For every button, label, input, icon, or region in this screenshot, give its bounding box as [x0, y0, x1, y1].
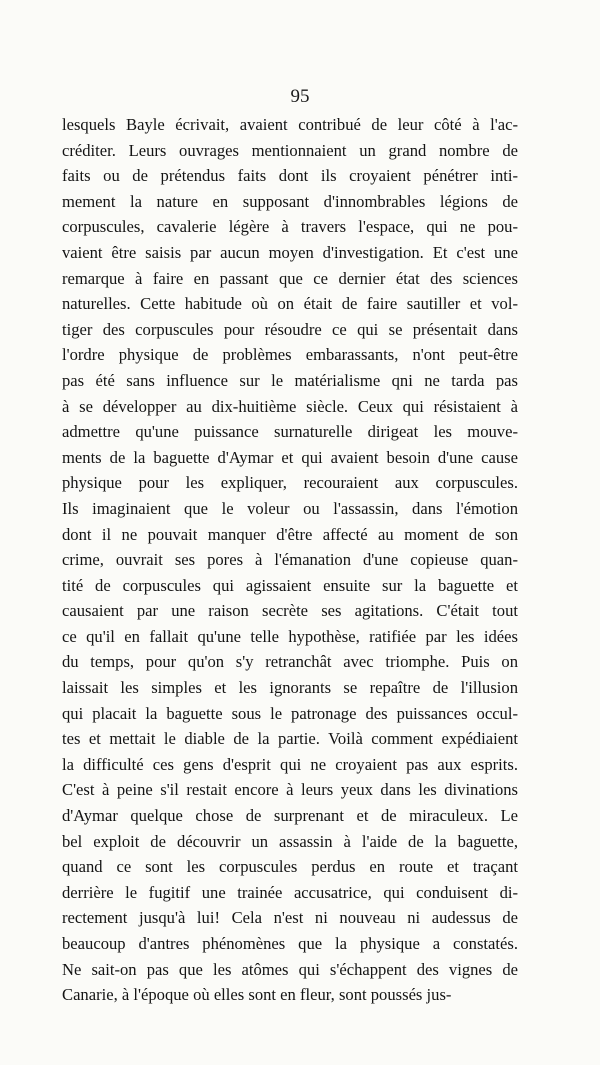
text-line: remarque à faire en passant que ce dernier état des sciences [62, 268, 518, 288]
text-line: créditer. Leurs ouvrages mentionnaient un grand nombre de [62, 140, 518, 160]
text-line: tité de corpuscules qui agissaient ensuite sur la baguette et [62, 575, 518, 595]
text-line: lesquels Bayle écrivait, avaient contribué de leur côté à l'ac- [62, 115, 518, 134]
text-line: tiger des corpuscules pour résoudre ce qui se présentait dans [62, 319, 518, 339]
text-line: ments de la baguette d'Aymar et qui avaient besoin d'une cause [62, 447, 518, 467]
text-line: faits ou de prétendus faits dont ils croyaient pénétrer inti- [62, 166, 518, 186]
body-text [62, 112, 518, 1008]
text-line: admettre qu'une puissance surnaturelle dirigeat les mouve- [62, 422, 518, 442]
text-line: derrière le fugitif une trainée accusatrice, qui conduisent di- [62, 882, 518, 902]
text-line: dont il ne pouvait manquer d'être affecté au moment de son [62, 524, 518, 544]
text-line: à se développer au dix-huitième siècle. Ceux qui résistaient à [62, 396, 518, 416]
text-line: crime, ouvrait ses pores à l'émanation d'une copieuse quan- [62, 550, 518, 570]
text-line: ce qu'il en fallait qu'une telle hypothèse, ratifiée par les idées [62, 626, 518, 646]
text-line: corpuscules, cavalerie légère à travers l'espace, qui ne pou- [62, 217, 518, 237]
text-line: pas été sans influence sur le matérialisme qni ne tarda pas [62, 370, 518, 390]
text-line: tes et mettait le diable de la partie. Voilà comment expédiaient [62, 729, 518, 749]
text-line: bel exploit de découvrir un assassin à l'aide de la baguette, [62, 831, 518, 851]
text-line: laissait les simples et les ignorants se repaître de l'illusion [62, 678, 518, 698]
text-line: la difficulté ces gens d'esprit qui ne croyaient pas aux esprits. [62, 754, 518, 774]
page-number: 95 [290, 86, 310, 107]
text-line: beaucoup d'antres phénomènes que la physique a constatés. [62, 934, 518, 953]
text-line: C'est à peine s'il restait encore à leurs yeux dans les divinations [62, 780, 518, 800]
text-line: d'Aymar quelque chose de surprenant et de miraculeux. Le [62, 806, 518, 826]
text-line: Canarie, à l'époque où elles sont en fleur, sont poussés jus- [62, 985, 452, 1005]
text-line: mement la nature en supposant d'innombrables légions de [62, 191, 518, 211]
text-line: l'ordre physique de problèmes embarassants, n'ont peut-être [62, 345, 518, 365]
text-line: physique pour les expliquer, recouraient aux corpuscules. [62, 473, 518, 493]
text-line: causaient par une raison secrète ses agitations. C'était tout [62, 601, 518, 621]
text-line: qui placait la baguette sous le patronage des puissances occul- [62, 703, 518, 723]
text-line: rectement jusqu'à lui! Cela n'est ni nouveau ni audessus de [62, 908, 518, 928]
text-line: vaient être saisis par aucun moyen d'investigation. Et c'est une [62, 242, 518, 262]
text-line: du temps, pour qu'on s'y retranchât avec triomphe. Puis on [62, 652, 518, 672]
text-line: quand ce sont les corpuscules perdus en route et traçant [62, 857, 518, 877]
text-line: naturelles. Cette habitude où on était de faire sautiller et vol- [62, 294, 518, 314]
text-line: Ils imaginaient que le voleur ou l'assassin, dans l'émotion [62, 498, 518, 518]
text-line: Ne sait-on pas que les atômes qui s'échappent des vignes de [62, 959, 518, 979]
